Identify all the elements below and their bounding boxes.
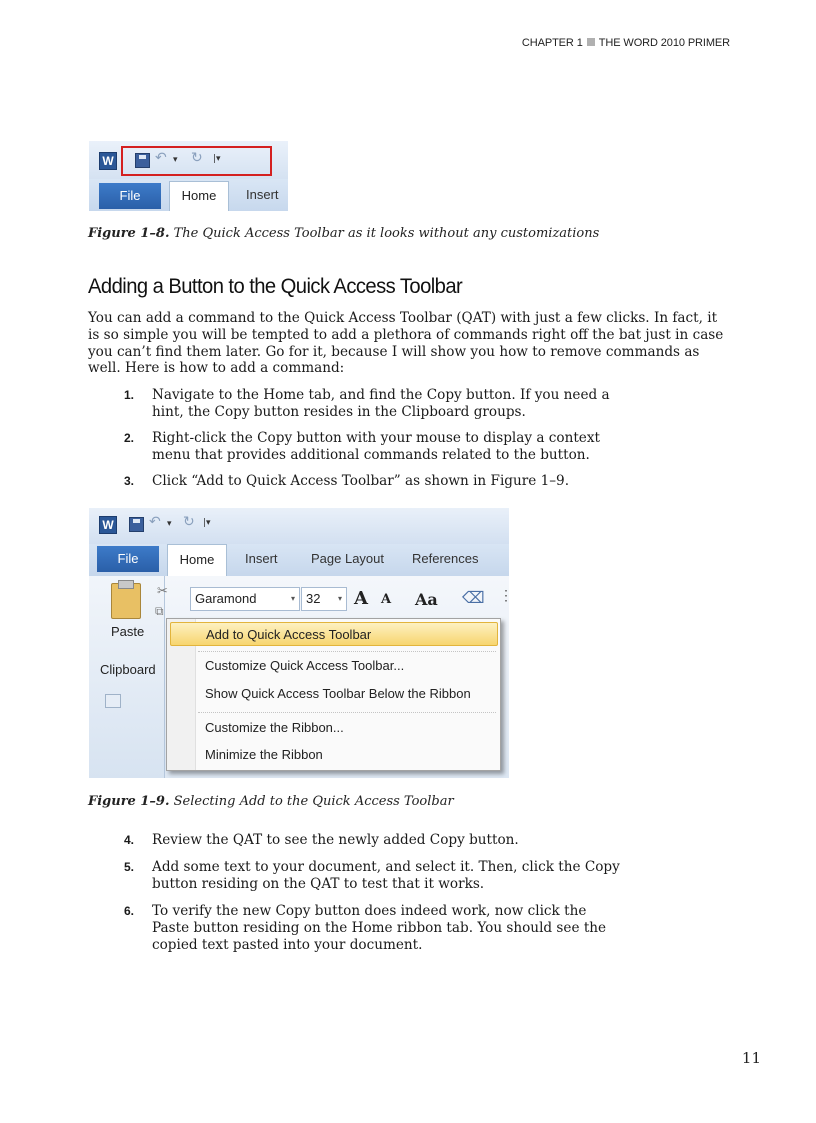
redo-icon: ↻ [191,150,203,166]
step-number: 1. [124,388,135,402]
caption-label: Figure 1–8. [88,226,170,241]
chapter-label: CHAPTER 1 [521,37,583,49]
step-text: Add some text to your document, and select it. Then, click the Copy button residing on the QAT to test that it works. [152,859,620,892]
book-title: THE WORD 2010 PRIMER [598,37,730,49]
figure-1-8-caption [88,226,599,241]
home-tab: Home [167,544,227,576]
running-header [0,37,730,49]
section-heading: Adding a Button to the Quick Access Toolbar [88,274,463,298]
change-case-icon: Aa [415,590,438,609]
page-layout-tab: Page Layout [311,551,385,566]
home-tab: Home [169,181,229,211]
figure-1-8-screenshot [89,141,288,211]
caption-text: The Quick Access Toolbar as it looks without any customizations [173,226,600,241]
file-tab: File [97,546,159,572]
save-icon [129,517,144,532]
grow-font-icon: A [354,588,368,609]
insert-tab: Insert [245,551,278,566]
word-logo-icon: W [99,516,117,534]
menu-item-customize-qat: Customize Quick Access Toolbar... [205,658,405,673]
font-size-value: 32 [306,591,321,606]
caption-label: Figure 1–9. [88,794,170,809]
menu-item-customize-ribbon: Customize the Ribbon... [205,720,344,735]
step-text: Right-click the Copy button with your mouse to display a context menu that provides additional commands related to the button. [152,430,600,463]
qat-highlight-box [121,146,272,176]
insert-tab: Insert [246,187,279,202]
cut-icon: ✂ [157,584,168,599]
paste-icon [111,583,141,619]
step-number: 5. [124,860,135,874]
separator-square-icon [587,38,595,46]
font-name-value: Garamond [195,591,257,606]
chevron-down-icon: ▾ [290,594,295,603]
undo-icon: ↶ [149,514,161,530]
font-name-select [190,587,300,611]
dropdown-arrow-icon: ▾ [173,155,178,165]
references-tab: References [412,551,479,566]
undo-icon: ↶ [155,150,167,166]
step-text: Review the QAT to see the newly added Copy button. [152,832,519,848]
intro-paragraph: You can add a command to the Quick Access Toolbar (QAT) with just a few clicks. In fact, it is so simple you will be tempted to add a plethora of commands right off the bat just in case you can’t find them later. Go for it, because I will show you how to remove commands as well. Here is how to add a command: [88,310,724,377]
caption-text: Selecting Add to the Quick Access Toolbar [173,794,454,809]
font-size-select [301,587,347,611]
redo-icon: ↻ [183,514,195,530]
step-number: 4. [124,833,135,847]
step-text: Navigate to the Home tab, and find the Copy button. If you need a hint, the Copy button resides in the Clipboard groups. [152,387,610,420]
word-logo-icon: W [99,152,117,170]
menu-separator [198,712,496,713]
menu-item-minimize-ribbon: Minimize the Ribbon [205,747,323,762]
menu-item-show-qat-below: Show Quick Access Toolbar Below the Ribbon [205,686,471,701]
clipboard-label: Clipboard [100,662,156,677]
list-icon: ⋮ [499,588,513,604]
step-text: Click “Add to Quick Access Toolbar” as shown in Figure 1–9. [152,473,570,489]
customize-qat-icon: |▾ [213,154,221,164]
step-number: 6. [124,904,135,918]
page-number: 11 [741,1049,761,1067]
dropdown-arrow-icon: ▾ [167,519,172,529]
copy-icon: ⧉ [155,604,164,618]
clear-formatting-icon: ⌫ [462,588,485,607]
step-number: 2. [124,431,135,445]
menu-item-add-to-qat: Add to Quick Access Toolbar [170,622,498,646]
step-text: To verify the new Copy button does indeed work, now click the Paste button residing on the Home ribbon tab. You should see the copied text pasted into your document. [152,903,607,953]
paste-label: Paste [111,624,145,639]
customize-qat-icon: |▾ [203,518,211,528]
shrink-font-icon: A [381,592,392,607]
figure-1-9-caption [88,794,454,809]
step-number: 3. [124,474,135,488]
chevron-down-icon: ▾ [337,594,342,603]
figure-1-9-screenshot [89,508,513,778]
context-menu [166,618,501,771]
menu-separator [198,651,496,652]
dialog-launcher-icon [105,694,121,708]
file-tab: File [99,183,161,209]
